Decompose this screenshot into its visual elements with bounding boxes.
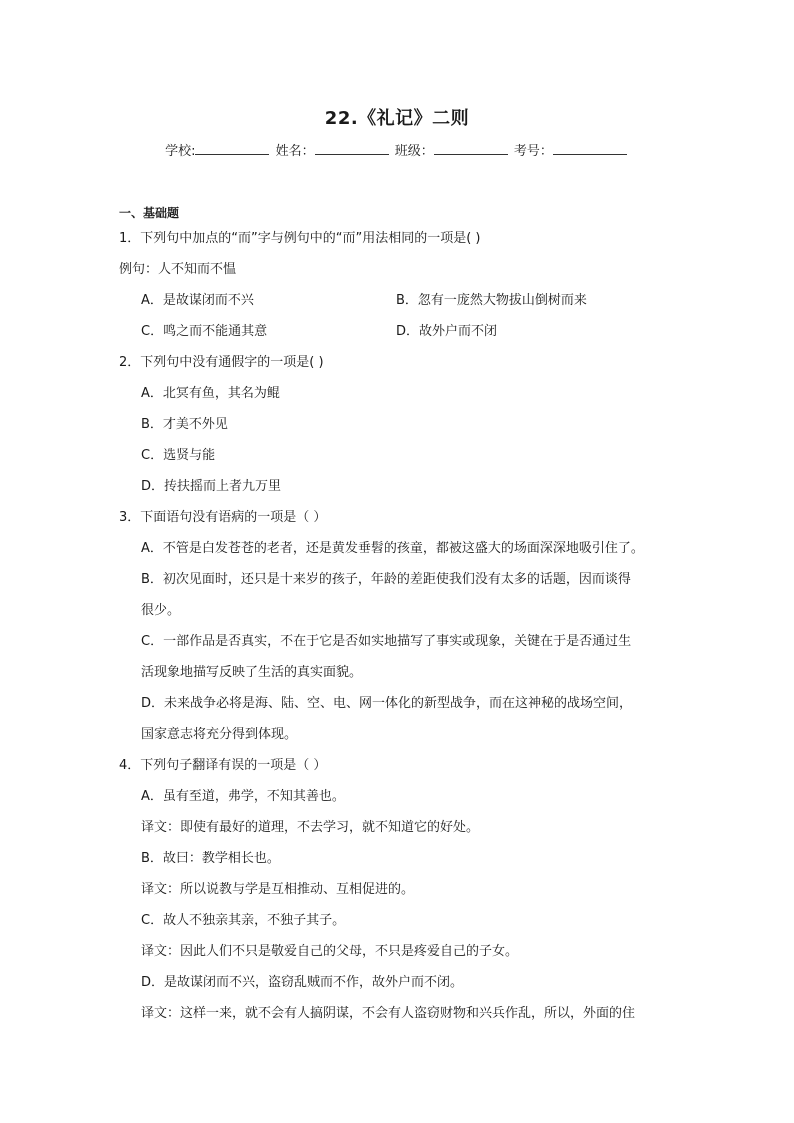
q4-line: D．是故谋闭而不兴，盗窃乱贼而不作，故外户而不闭。 [141, 975, 464, 990]
q3-line: 活现象地描写反映了生活的真实面貌。 [141, 665, 363, 680]
q3-line: 很少。 [141, 603, 181, 618]
q2-option-b: B．才美不外见 [141, 417, 228, 432]
q3-line: A．不管是白发苍苍的老者，还是黄发垂髫的孩童，都被这盛大的场面深深地吸引住了。 [141, 541, 644, 556]
q4-line: 译文：即使有最好的道理，不去学习，就不知道它的好处。 [141, 820, 480, 835]
q3-line: 国家意志将充分得到体现。 [141, 727, 298, 742]
q4-line: 译文：因此人们不只是敬爱自己的父母，不只是疼爱自己的子女。 [141, 944, 519, 959]
q3-line: D．未来战争必将是海、陆、空、电、网一体化的新型战争，而在这神秘的战场空间， [141, 696, 633, 711]
question-1-stem: 1．下列句中加点的“而”字与例句中的“而”用法相同的一项是( ) [119, 231, 481, 246]
q1-option-c: C．鸣之而不能通其意 [141, 324, 268, 339]
question-content [119, 203, 679, 1029]
q2-option-d: D．抟扶摇而上者九万里 [141, 479, 282, 494]
school-field[interactable] [195, 141, 269, 155]
q4-line: C．故人不独亲其亲，不独子其子。 [141, 913, 346, 928]
question-2-stem: 2．下列句中没有通假字的一项是( ) [119, 355, 324, 370]
question-1-options-row-2 [119, 316, 679, 347]
question-1-options-row-1 [119, 285, 679, 316]
q2-option-a: A．北冥有鱼，其名为鲲 [141, 386, 280, 401]
q4-line: 译文：这样一来，就不会有人搞阴谋，不会有人盗窃财物和兴兵作乱，所以，外面的住 [141, 1006, 636, 1021]
number-field[interactable] [553, 141, 627, 155]
name-field[interactable] [315, 141, 389, 155]
section-heading: 一、基础题 [119, 206, 180, 220]
q4-line: B．故曰：教学相长也。 [141, 851, 280, 866]
page-title: 22.《礼记》二则 [324, 108, 470, 129]
student-info-line [0, 140, 794, 159]
q3-line: B．初次见面时，还只是十来岁的孩子，年龄的差距使我们没有太多的话题，因而谈得 [141, 572, 631, 587]
school-label: 学校: [165, 144, 196, 159]
question-3-stem: 3．下面语句没有语病的一项是（ ） [119, 510, 327, 525]
class-field[interactable] [434, 141, 508, 155]
q1-option-a: A．是故谋闭而不兴 [141, 293, 254, 308]
class-label: 班级： [394, 144, 434, 159]
q3-line: C．一部作品是否真实，不在于它是否如实地描写了事实或现象，关键在于是否通过生 [141, 634, 632, 649]
q4-line: 译文：所以说教与学是互相推动、互相促进的。 [141, 882, 415, 897]
q2-option-c: C．选贤与能 [141, 448, 216, 463]
number-label: 考号： [513, 144, 553, 159]
question-1-example: 例句：人不知而不愠 [119, 262, 237, 277]
question-4-stem: 4．下列句子翻译有误的一项是（ ） [119, 758, 327, 773]
q1-option-b: B．忽有一庞然大物拔山倒树而来 [396, 293, 587, 308]
name-label: 姓名： [275, 144, 315, 159]
q4-line: A．虽有至道，弗学，不知其善也。 [141, 789, 345, 804]
q1-option-d: D．故外户而不闭 [396, 324, 498, 339]
